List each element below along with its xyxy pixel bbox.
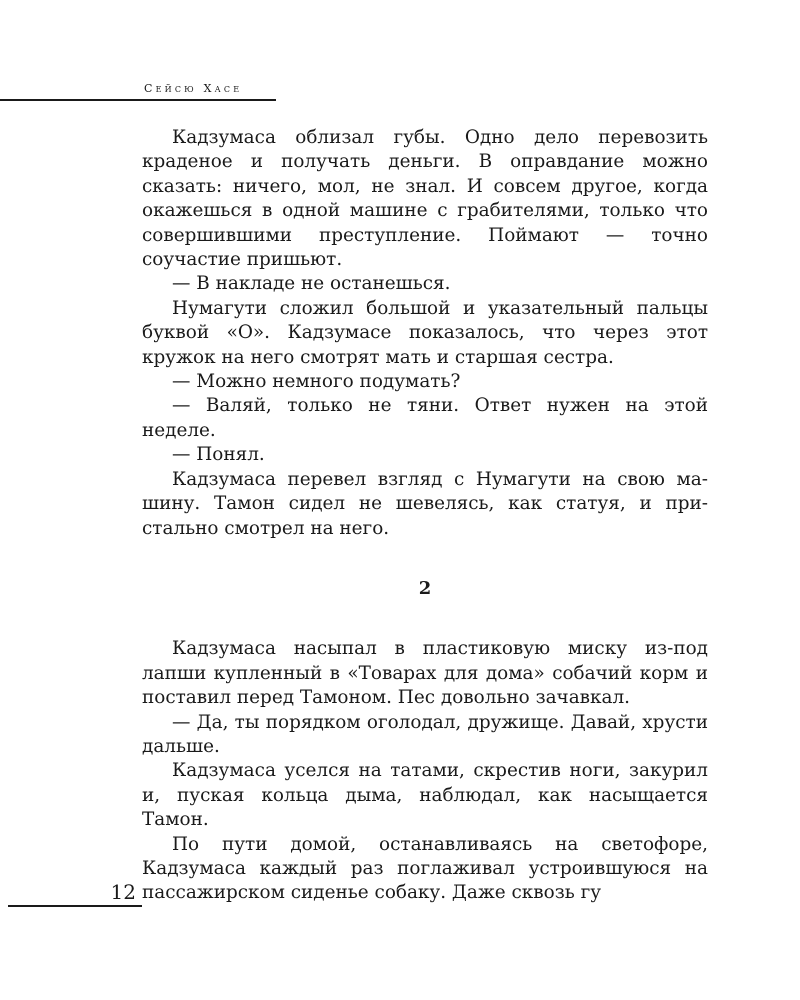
- dialogue-line: — Да, ты порядком оголодал, дружище. Давай, хрусти дальше.: [142, 711, 708, 757]
- page-number: 12: [110, 880, 136, 904]
- chapter-number: 2: [418, 577, 432, 599]
- dialogue-line: — Понял.: [172, 444, 265, 466]
- paragraph: Кадзумаса насыпал в пластиковую миску из-под лапши купленный в «Товарах для дома» собачий корм и поставил перед Тамоном. Пес довольно зачавкал.: [142, 638, 708, 709]
- dialogue-line: — Валяй, только не тяни. Ответ нужен на этой неделе.: [142, 395, 708, 441]
- running-head-author: Сейсю Хасе: [144, 82, 243, 95]
- paragraph: По пути домой, останавливаясь на светофоре, Кадзумаса каждый раз поглаживал устроившуюся на пассажирском сиденье собаку. Даже сквозь гу: [142, 833, 708, 904]
- paragraph: Кадзумаса уселся на татами, скрестив ноги, закурил и, пуская кольца дыма, наблюдал, как насыщается Тамон.: [142, 760, 708, 831]
- paragraph: Кадзумаса облизал губы. Одно дело перевозить краденое и получать деньги. В оправдание можно сказать: ничего, мол, не знал. И совсем другое, когда окажешься в одной машине с грабителями, только что совершившими преступление. Поймают — точно соучастие пришьют.: [142, 127, 708, 271]
- paragraph: Кадзумаса перевел взгляд с Нумагути на свою машину. Тамон сидел не шевелясь, как статуя, и пристально смотрел на него.: [142, 468, 708, 539]
- folio-rule: [8, 905, 142, 907]
- paragraph: Нумагути сложил большой и указательный пальцы буквой «О». Кадзумасе показалось, что через этот кружок на него смотрят мать и старшая сестра.: [142, 297, 708, 368]
- dialogue-line: — В накладе не останешься.: [172, 273, 451, 295]
- running-head-rule: [0, 99, 276, 101]
- body-text: [142, 126, 708, 906]
- running-head: [0, 82, 276, 102]
- dialogue-line: — Можно немного подумать?: [172, 371, 461, 393]
- folio: [0, 880, 142, 908]
